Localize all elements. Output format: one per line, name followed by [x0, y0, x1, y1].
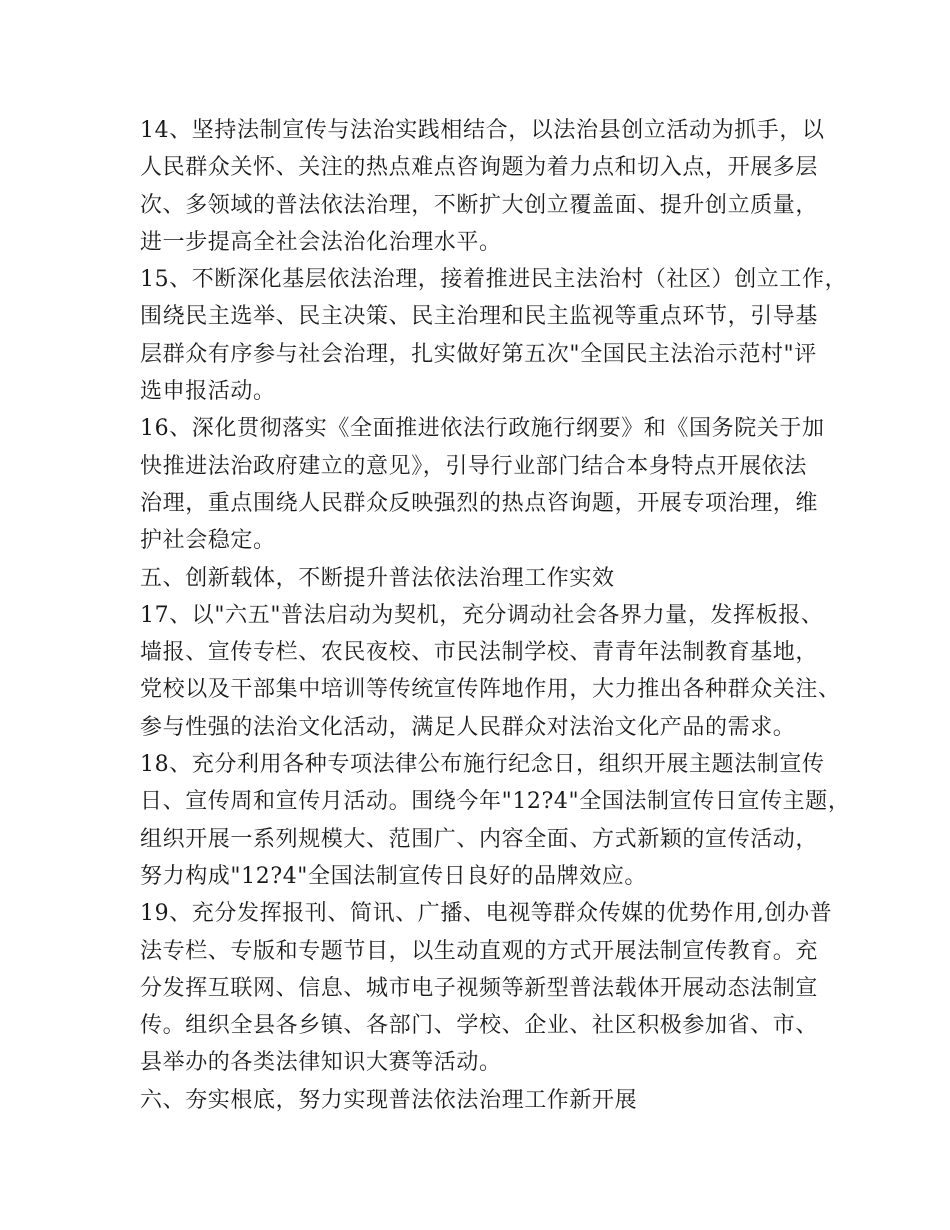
- text-line: 组织开展一系列规模大、范围广、内容全面、方式新颖的宣传活动，: [140, 826, 819, 852]
- text-line: 分发挥互联网、信息、城市电子视频等新型普法载体开展动态法制宣: [140, 975, 819, 1001]
- text-line: 传。组织全县各乡镇、各部门、学校、企业、社区积极参加省、市、: [140, 1013, 819, 1039]
- text-line: 17、以"六五"普法启动为契机，充分调动社会各界力量，发挥板报、: [140, 602, 824, 628]
- text-line: 县举办的各类法律知识大赛等活动。: [140, 1050, 502, 1076]
- text-line: 14、坚持法制宣传与法治实践相结合，以法治县创立活动为抓手，以: [140, 118, 825, 143]
- text-line: 选申报活动。: [140, 379, 276, 405]
- text-line: 快推进法治政府建立的意见》，引导行业部门结合本身特点开展依法: [140, 453, 808, 479]
- text-line: 法专栏、专版和专题节目，以生动直观的方式开展法制宣传教育。充: [140, 938, 819, 964]
- text-line: 日、宣传周和宣传月活动。围绕今年"12?4"全国法制宣传日宣传主题，: [140, 789, 851, 815]
- text-line: 护社会稳定。: [140, 528, 276, 554]
- text-line: 次、多领域的普法依法治理，不断扩大创立覆盖面、提升创立质量，: [140, 192, 819, 218]
- text-line: 人民群众关怀、关注的热点难点咨询题为着力点和切入点，开展多层: [140, 155, 819, 181]
- text-line: 16、深化贯彻落实《全面推进依法行政施行纲要》和《国务院关于加: [140, 416, 825, 442]
- text-line: 18、充分利用各种专项法律公布施行纪念日，组织开展主题法制宣传: [140, 752, 825, 778]
- document-body: [140, 112, 851, 1119]
- text-line: 努力构成"12?4"全国法制宣传日良好的品牌效应。: [140, 863, 648, 889]
- section-heading: 五、创新载体，不断提升普法依法治理工作实效: [140, 565, 615, 591]
- text-line: 参与性强的法治文化活动，满足人民群众对法治文化产品的需求。: [140, 714, 796, 740]
- text-line: 进一步提高全社会法治化治理水平。: [140, 229, 502, 255]
- text-line: 墙报、宣传专栏、农民夜校、市民法制学校、青青年法制教育基地，: [140, 640, 819, 666]
- text-line: 围绕民主选举、民主决策、民主治理和民主监视等重点环节，引导基: [140, 304, 819, 330]
- text-line: 层群众有序参与社会治理，扎实做好第五次"全国民主法治示范村"评: [140, 341, 817, 367]
- section-heading: 六、夯实根底，努力实现普法依法治理工作新开展: [140, 1087, 638, 1113]
- text-line: 党校以及干部集中培训等传统宣传阵地作用，大力推出各种群众关注、: [140, 677, 841, 703]
- text-line: 治理，重点围绕人民群众反映强烈的热点咨询题，开展专项治理，维: [140, 490, 819, 516]
- text-line: 19、充分发挥报刊、简讯、广播、电视等群众传媒的优势作用,创办普: [140, 901, 833, 927]
- text-line: 15、不断深化基层依法治理，接着推进民主法治村（社区）创立工作，: [140, 267, 848, 293]
